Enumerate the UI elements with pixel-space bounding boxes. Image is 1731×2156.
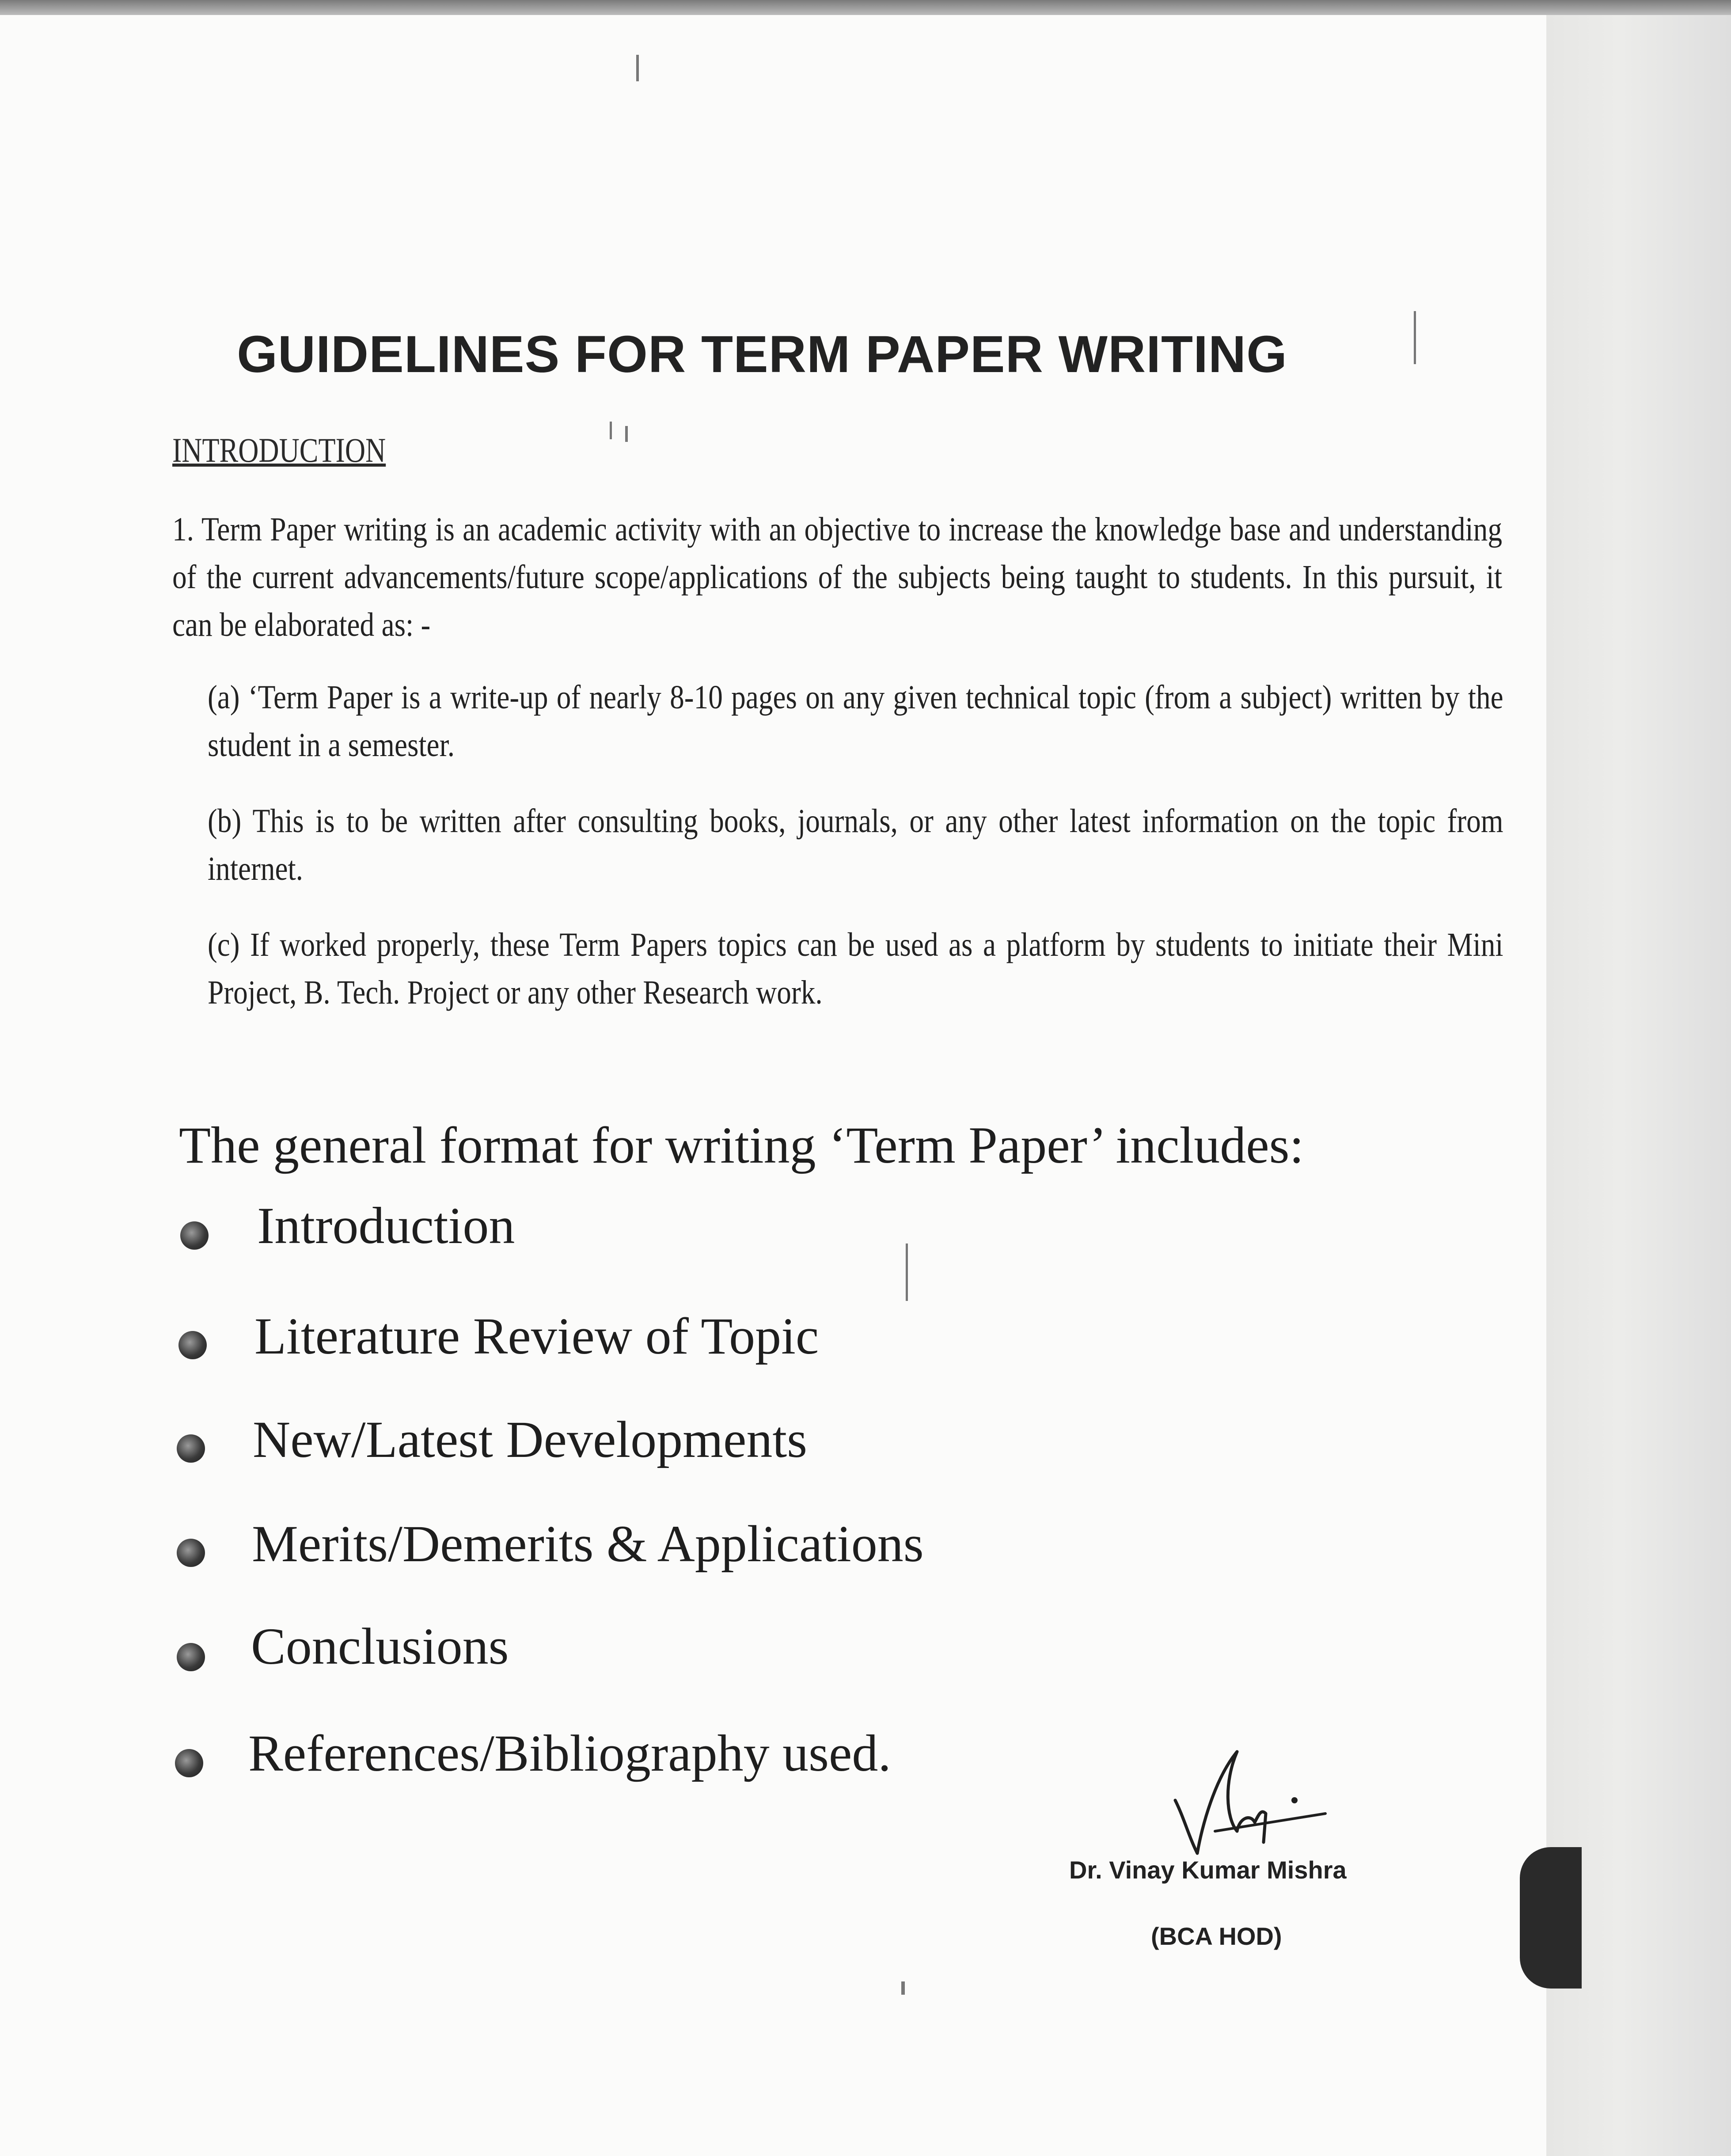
signer-role: (BCA HOD) bbox=[1151, 1922, 1282, 1950]
list-item-label: References/Bibliography used. bbox=[248, 1724, 891, 1782]
list-item-label: Conclusions bbox=[251, 1617, 509, 1675]
scan-speck bbox=[906, 1243, 908, 1301]
bullet-icon bbox=[175, 1749, 203, 1777]
document-title: GUIDELINES FOR TERM PAPER WRITING bbox=[237, 325, 1287, 384]
point-a-paragraph: (a) ‘Term Paper is a write-up of nearly 8-10 pages on any given technical topic (from a subject) written by the student in a semester. bbox=[208, 679, 1503, 764]
point-c-paragraph: (c) If worked properly, these Term Papers topics can be used as a platform by students to initiate their Mini Project, B. Tech. Project or any other Research work. bbox=[208, 926, 1503, 1011]
list-item-label: New/Latest Developments bbox=[253, 1411, 808, 1468]
bullet-icon bbox=[177, 1434, 205, 1463]
scan-speck bbox=[901, 1981, 905, 1995]
bullet-icon bbox=[177, 1643, 205, 1671]
scan-edge-top bbox=[0, 0, 1731, 15]
intro-paragraph: 1. Term Paper writing is an academic activity with an objective to increase the knowledge base and understanding of the current advancements/future scope/applications of the subjects being taught to students. In this pursuit, it can be elaborated as: - bbox=[172, 511, 1502, 643]
signer-name: Dr. Vinay Kumar Mishra bbox=[1069, 1856, 1347, 1884]
scan-margin-right bbox=[1546, 15, 1731, 2156]
point-b-paragraph: (b) This is to be written after consulting books, journals, or any other latest information on the topic from internet. bbox=[208, 802, 1503, 887]
scan-speck bbox=[1414, 311, 1416, 364]
bullet-icon bbox=[177, 1539, 205, 1567]
scan-shadow bbox=[1520, 1847, 1582, 1989]
list-item-label: Merits/Demerits & Applications bbox=[252, 1515, 924, 1573]
list-item-label: Introduction bbox=[257, 1197, 515, 1255]
format-heading: The general format for writing ‘Term Paper’ includes: bbox=[179, 1116, 1304, 1174]
scan-speck bbox=[625, 426, 628, 442]
bullet-icon bbox=[180, 1221, 209, 1250]
document-page bbox=[0, 15, 1546, 2156]
scan-speck bbox=[610, 422, 612, 439]
signature-image bbox=[1149, 1747, 1334, 1862]
list-item-label: Literature Review of Topic bbox=[254, 1307, 819, 1365]
scan-speck bbox=[636, 55, 639, 81]
bullet-icon bbox=[178, 1331, 207, 1359]
section-heading-introduction: INTRODUCTION bbox=[172, 431, 386, 469]
